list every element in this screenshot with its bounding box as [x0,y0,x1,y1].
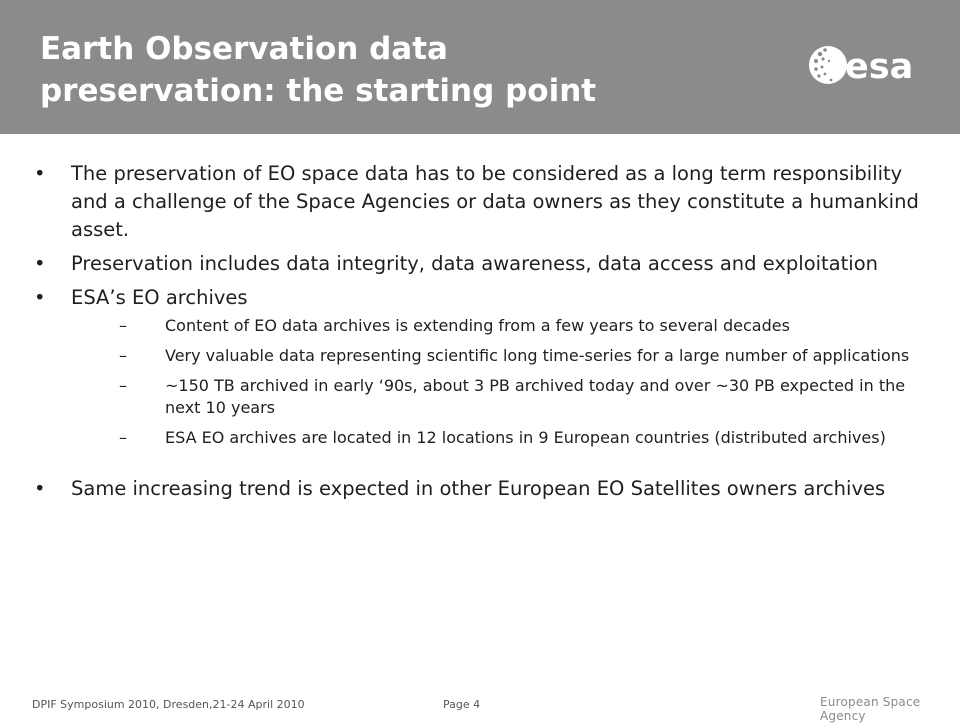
slide-header [0,0,960,134]
slide-body [34,160,924,503]
logo-text: esa [845,47,914,87]
page-number: Page 4 [443,698,481,711]
agency-name: European Space Agency [820,695,921,723]
esa-logo-icon [806,40,940,90]
sub-bullet-item: – Very valuable data representing scientific long time-series for a large number of applications [34,345,924,367]
footer-event: DPIF Symposium 2010, Dresden,21-24 April 2010 [32,698,305,711]
bullet-item: • Same increasing trend is expected in other European EO Satellites owners archives [34,475,924,503]
slide-title: Earth Observation data preservation: the starting point [40,31,597,109]
bullet-item: • The preservation of EO space data has to be considered as a long term responsibility and a challenge of the Space Agencies or data owners as they constitute a humankind asset. [34,160,924,244]
sub-bullet-list [34,315,924,449]
bullet-item: • Preservation includes data integrity, data awareness, data access and exploitation [34,250,924,278]
sub-bullet-item: – ESA EO archives are located in 12 locations in 9 European countries (distributed archives) [34,427,924,449]
sub-bullet-item: – ~150 TB archived in early ‘90s, about 3 PB archived today and over ~30 PB expected in the next 10 years [34,375,924,419]
sub-bullet-item: – Content of EO data archives is extending from a few years to several decades [34,315,924,337]
slide-footer [0,690,960,723]
bullet-item: • ESA’s EO archives [34,284,924,312]
